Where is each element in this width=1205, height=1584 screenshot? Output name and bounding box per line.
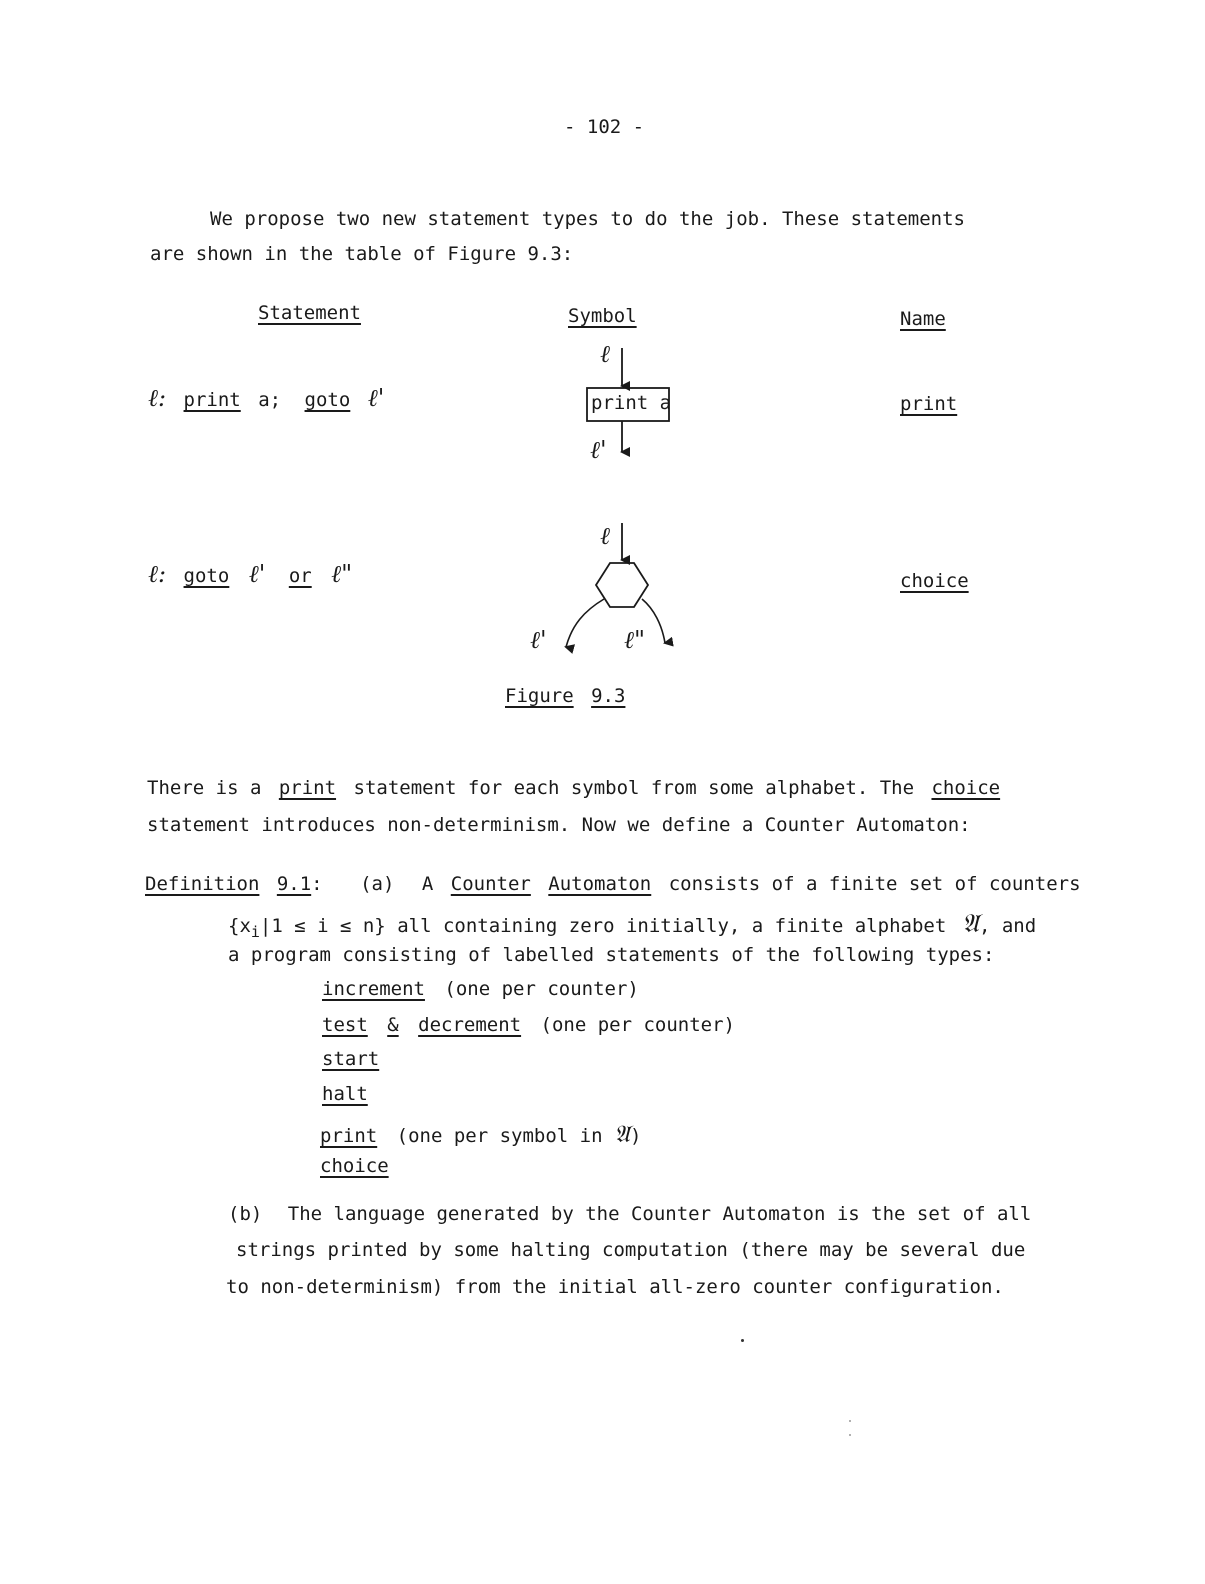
row-choice-statement	[148, 560, 352, 589]
type-increment	[322, 978, 639, 1000]
choice-symbol-diagram	[540, 515, 700, 660]
row-print-statement	[148, 384, 384, 413]
label-symbol: ℓ:	[148, 384, 167, 412]
type-note: (one per counter)	[444, 978, 639, 1000]
goto-target-1: ℓ'	[248, 560, 266, 588]
header-statement: Statement	[258, 302, 361, 324]
type-note-close: )	[629, 1125, 642, 1147]
para-text: There is a	[147, 777, 262, 799]
type-keyword: test	[322, 1014, 368, 1036]
definition-part-b-line-2: strings printed by some halting computation (there may be several due	[236, 1239, 1026, 1261]
print-out-label: ℓ'	[590, 436, 607, 464]
keyword-goto: goto	[183, 565, 230, 587]
scan-speck	[741, 1339, 744, 1342]
type-start: start	[322, 1048, 380, 1070]
type-print	[320, 1120, 641, 1148]
definition-part-b-line-3: to non-determinism) from the initial all-zero counter configuration.	[226, 1276, 1004, 1298]
definition-line-2	[228, 909, 1036, 941]
alphabet-symbol: 𝔄	[961, 909, 979, 939]
figure-caption	[505, 685, 625, 707]
type-test-decrement	[322, 1014, 735, 1036]
set-rest: |1 ≤ i ≤ n} all containing zero initially, a finite alphabet	[259, 915, 947, 937]
para-line-1	[147, 777, 1000, 799]
intro-line-2: are shown in the table of Figure 9.3:	[150, 243, 574, 265]
figure-word: Figure	[505, 685, 574, 707]
definition-text: consists of a finite set of counters	[668, 873, 1081, 895]
definition-line-1	[145, 873, 1081, 895]
choice-hexagon	[596, 563, 648, 607]
definition-part-a: (a)	[360, 873, 395, 895]
term-counter: Counter	[450, 873, 531, 895]
set-subscript: i	[250, 922, 260, 941]
type-ampersand: &	[387, 1014, 399, 1036]
definition-part-b-line-1	[228, 1203, 1031, 1225]
choice-out-label-left: ℓ'	[530, 626, 547, 654]
definition-number: 9.1	[276, 873, 312, 895]
para-choice-keyword: choice	[931, 777, 1001, 799]
type-halt: halt	[322, 1083, 368, 1105]
choice-in-label: ℓ	[600, 522, 610, 550]
figure-number: 9.3	[591, 685, 626, 707]
choice-out-label-right: ℓ"	[624, 626, 646, 654]
choice-out-arrow-left	[566, 599, 604, 647]
type-keyword: decrement	[418, 1014, 522, 1036]
print-argument: a;	[258, 389, 282, 411]
definition-colon: :	[311, 873, 323, 895]
choice-out-arrow-right	[642, 599, 665, 643]
definition-part-b: (b)	[228, 1203, 263, 1225]
goto-target: ℓ'	[367, 384, 385, 412]
name-choice: choice	[900, 570, 969, 592]
header-symbol: Symbol	[568, 305, 637, 327]
header-name: Name	[900, 308, 946, 330]
para-text: statement for each symbol from some alphabet. The	[353, 777, 915, 799]
type-choice: choice	[320, 1155, 389, 1177]
type-note: (one per symbol in	[396, 1125, 603, 1147]
definition-text: The language generated by the Counter Automaton is the set of all	[287, 1203, 1032, 1225]
print-in-label: ℓ	[600, 340, 610, 368]
para-line-2: statement introduces non-determinism. Now we define a Counter Automaton:	[147, 814, 971, 836]
keyword-print: print	[183, 389, 241, 411]
goto-target-2: ℓ"	[331, 560, 353, 588]
term-automaton: Automaton	[548, 873, 652, 895]
label-symbol: ℓ:	[148, 560, 167, 588]
name-print: print	[900, 393, 958, 415]
para-print-keyword: print	[278, 777, 337, 799]
intro-line-1: We propose two new statement types to do the job. These statements	[210, 208, 965, 230]
print-box-text: print a	[591, 392, 672, 414]
scan-speck	[849, 1434, 851, 1436]
and-text: , and	[978, 915, 1037, 937]
alphabet-symbol: 𝔄	[614, 1120, 630, 1148]
keyword-goto: goto	[304, 389, 351, 411]
scan-speck	[849, 1420, 851, 1422]
page-number: - 102 -	[564, 116, 645, 138]
definition-text: A	[421, 873, 434, 895]
definition-line-3: a program consisting of labelled statements of the following types:	[228, 944, 995, 966]
set-open: {x	[228, 915, 251, 937]
type-note: (one per counter)	[540, 1014, 735, 1036]
type-keyword: print	[320, 1125, 378, 1147]
keyword-or: or	[288, 565, 312, 587]
definition-label: Definition	[145, 873, 260, 895]
type-keyword: increment	[322, 978, 425, 1000]
